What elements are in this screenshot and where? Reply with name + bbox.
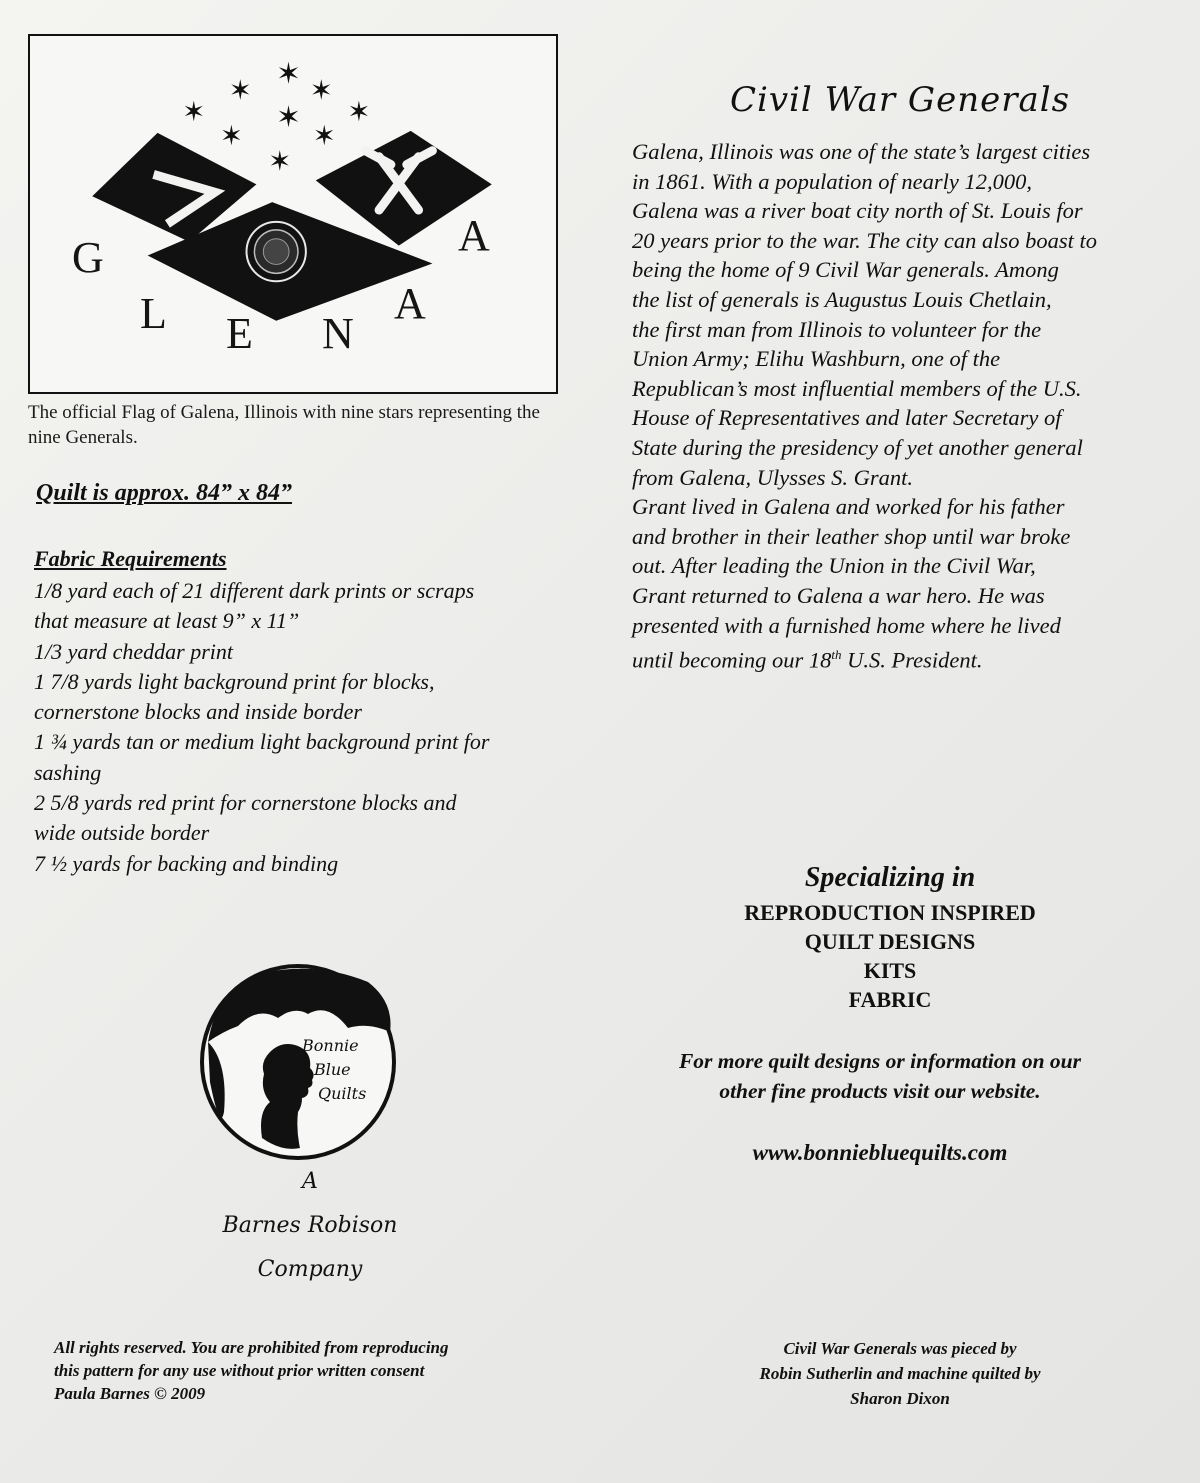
ordinal-suffix: th [831,647,842,663]
copyright-notice [54,1336,614,1405]
copyright-line: All rights reserved. You are prohibited from reproducing [54,1338,449,1357]
article-line: Republican’s most influential members of the U.S. [632,375,1082,401]
article-line: and brother in their leather shop until war broke [632,523,1071,549]
logo-text: Quilts [318,1084,367,1103]
list-item: 7 ½ yards for backing and binding [34,850,339,876]
quilt-size: Quilt is approx. 84” x 84” [36,480,293,506]
more-info-line: For more quilt designs or information on our [678,1049,1082,1073]
company-line: A [302,1169,318,1194]
flag-letter: G [72,233,104,282]
copyright-line: Paula Barnes © 2009 [54,1384,206,1403]
article-line: presented with a furnished home where he lived [632,612,1061,638]
star-icon: ✶ [276,101,302,134]
article-line: Grant lived in Galena and worked for his father [632,494,1065,520]
flag-letter: L [140,289,167,338]
article-line: the first man from Illinois to volunteer for the [632,316,1042,342]
article-line: the list of generals is Augustus Louis Chetlain, [632,286,1052,312]
list-item: cornerstone blocks and inside border [34,699,362,725]
article-body [632,137,1172,675]
list-item: QUILT DESIGNS [804,929,976,954]
article-line: out. After leading the Union in the Civil War, [632,553,1036,579]
list-item: sashing [34,759,102,785]
fabric-requirements-list [34,576,594,879]
credit-line: Robin Sutherlin and machine quilted by [759,1364,1041,1383]
star-icon: ✶ [309,74,333,106]
list-item: REPRODUCTION INSPIRED [744,900,1036,925]
article-text: until becoming our 18 [632,647,832,673]
specializing-list [690,898,1090,1014]
flag-letter: E [226,309,253,358]
more-info-text [620,1046,1140,1106]
article-line: 20 years prior to the war. The city can also boast to [632,227,1097,253]
nine-stars [182,58,370,176]
article-title: Civil War Generals [729,80,1071,120]
flag-caption: The official Flag of Galena, Illinois with nine stars representing the nine Generals. [28,402,540,448]
article-last-line [632,640,1172,675]
article-line: Galena, Illinois was one of the state’s largest cities [632,139,1091,164]
star-icon: ✶ [347,96,371,128]
company-line: Company [257,1257,363,1282]
website-url: www.bonniebluequilts.com [752,1140,1008,1165]
list-item: that measure at least 9” x 11” [34,608,300,634]
list-item: wide outside border [34,820,210,846]
specializing-heading: Specializing in [804,862,976,893]
quilt-credits [690,1336,1110,1411]
article-line: being the home of 9 Civil War generals. Among [632,257,1059,283]
article-line: Grant returned to Galena a war hero. He was [632,582,1045,608]
list-item: KITS [863,958,917,983]
article-line: House of Representatives and later Secretary of [632,405,1062,431]
article-line: from Galena, Ulysses S. Grant. [632,464,914,490]
company-name [180,1160,440,1292]
credit-line: Sharon Dixon [850,1389,950,1408]
more-info-line: other fine products visit our website. [719,1079,1041,1103]
flag-letter: N [322,309,354,358]
article-line: in 1861. With a population of nearly 12,000, [632,168,1032,194]
star-icon: ✶ [182,96,206,128]
list-item: 1 7/8 yards light background print for blocks, [34,668,435,694]
article-text: U.S. President. [841,647,983,673]
list-item: 1/3 yard cheddar print [34,638,233,664]
copyright-line: this pattern for any use without prior written consent [54,1361,425,1380]
list-item: 2 5/8 yards red print for cornerstone blocks and [34,790,457,816]
article-line: State during the presidency of yet another general [632,434,1083,460]
logo-text: Bonnie [302,1036,359,1055]
logo-text: Blue [314,1060,351,1079]
list-item: 1 ¾ yards tan or medium light background print for [34,729,490,755]
star-icon: ✶ [268,145,292,177]
flag-letter: A [458,211,490,260]
star-icon: ✶ [219,119,244,151]
article-line: Galena was a river boat city north of St. Louis for [632,198,1083,224]
list-item: 1/8 yard each of 21 different dark prints or scraps [34,578,475,603]
star-icon: ✶ [276,58,302,91]
star-icon: ✶ [312,119,336,151]
bonnie-blue-quilts-logo [198,962,398,1162]
article-line: Union Army; Elihu Washburn, one of the [632,346,1001,372]
star-icon: ✶ [228,74,252,106]
fabric-requirements-heading: Fabric Requirements [34,546,227,571]
galena-flag [28,34,558,394]
flag-letter: A [394,279,426,328]
credit-line: Civil War Generals was pieced by [783,1339,1017,1358]
list-item: FABRIC [848,987,932,1012]
company-line: Barnes Robison [222,1213,398,1238]
